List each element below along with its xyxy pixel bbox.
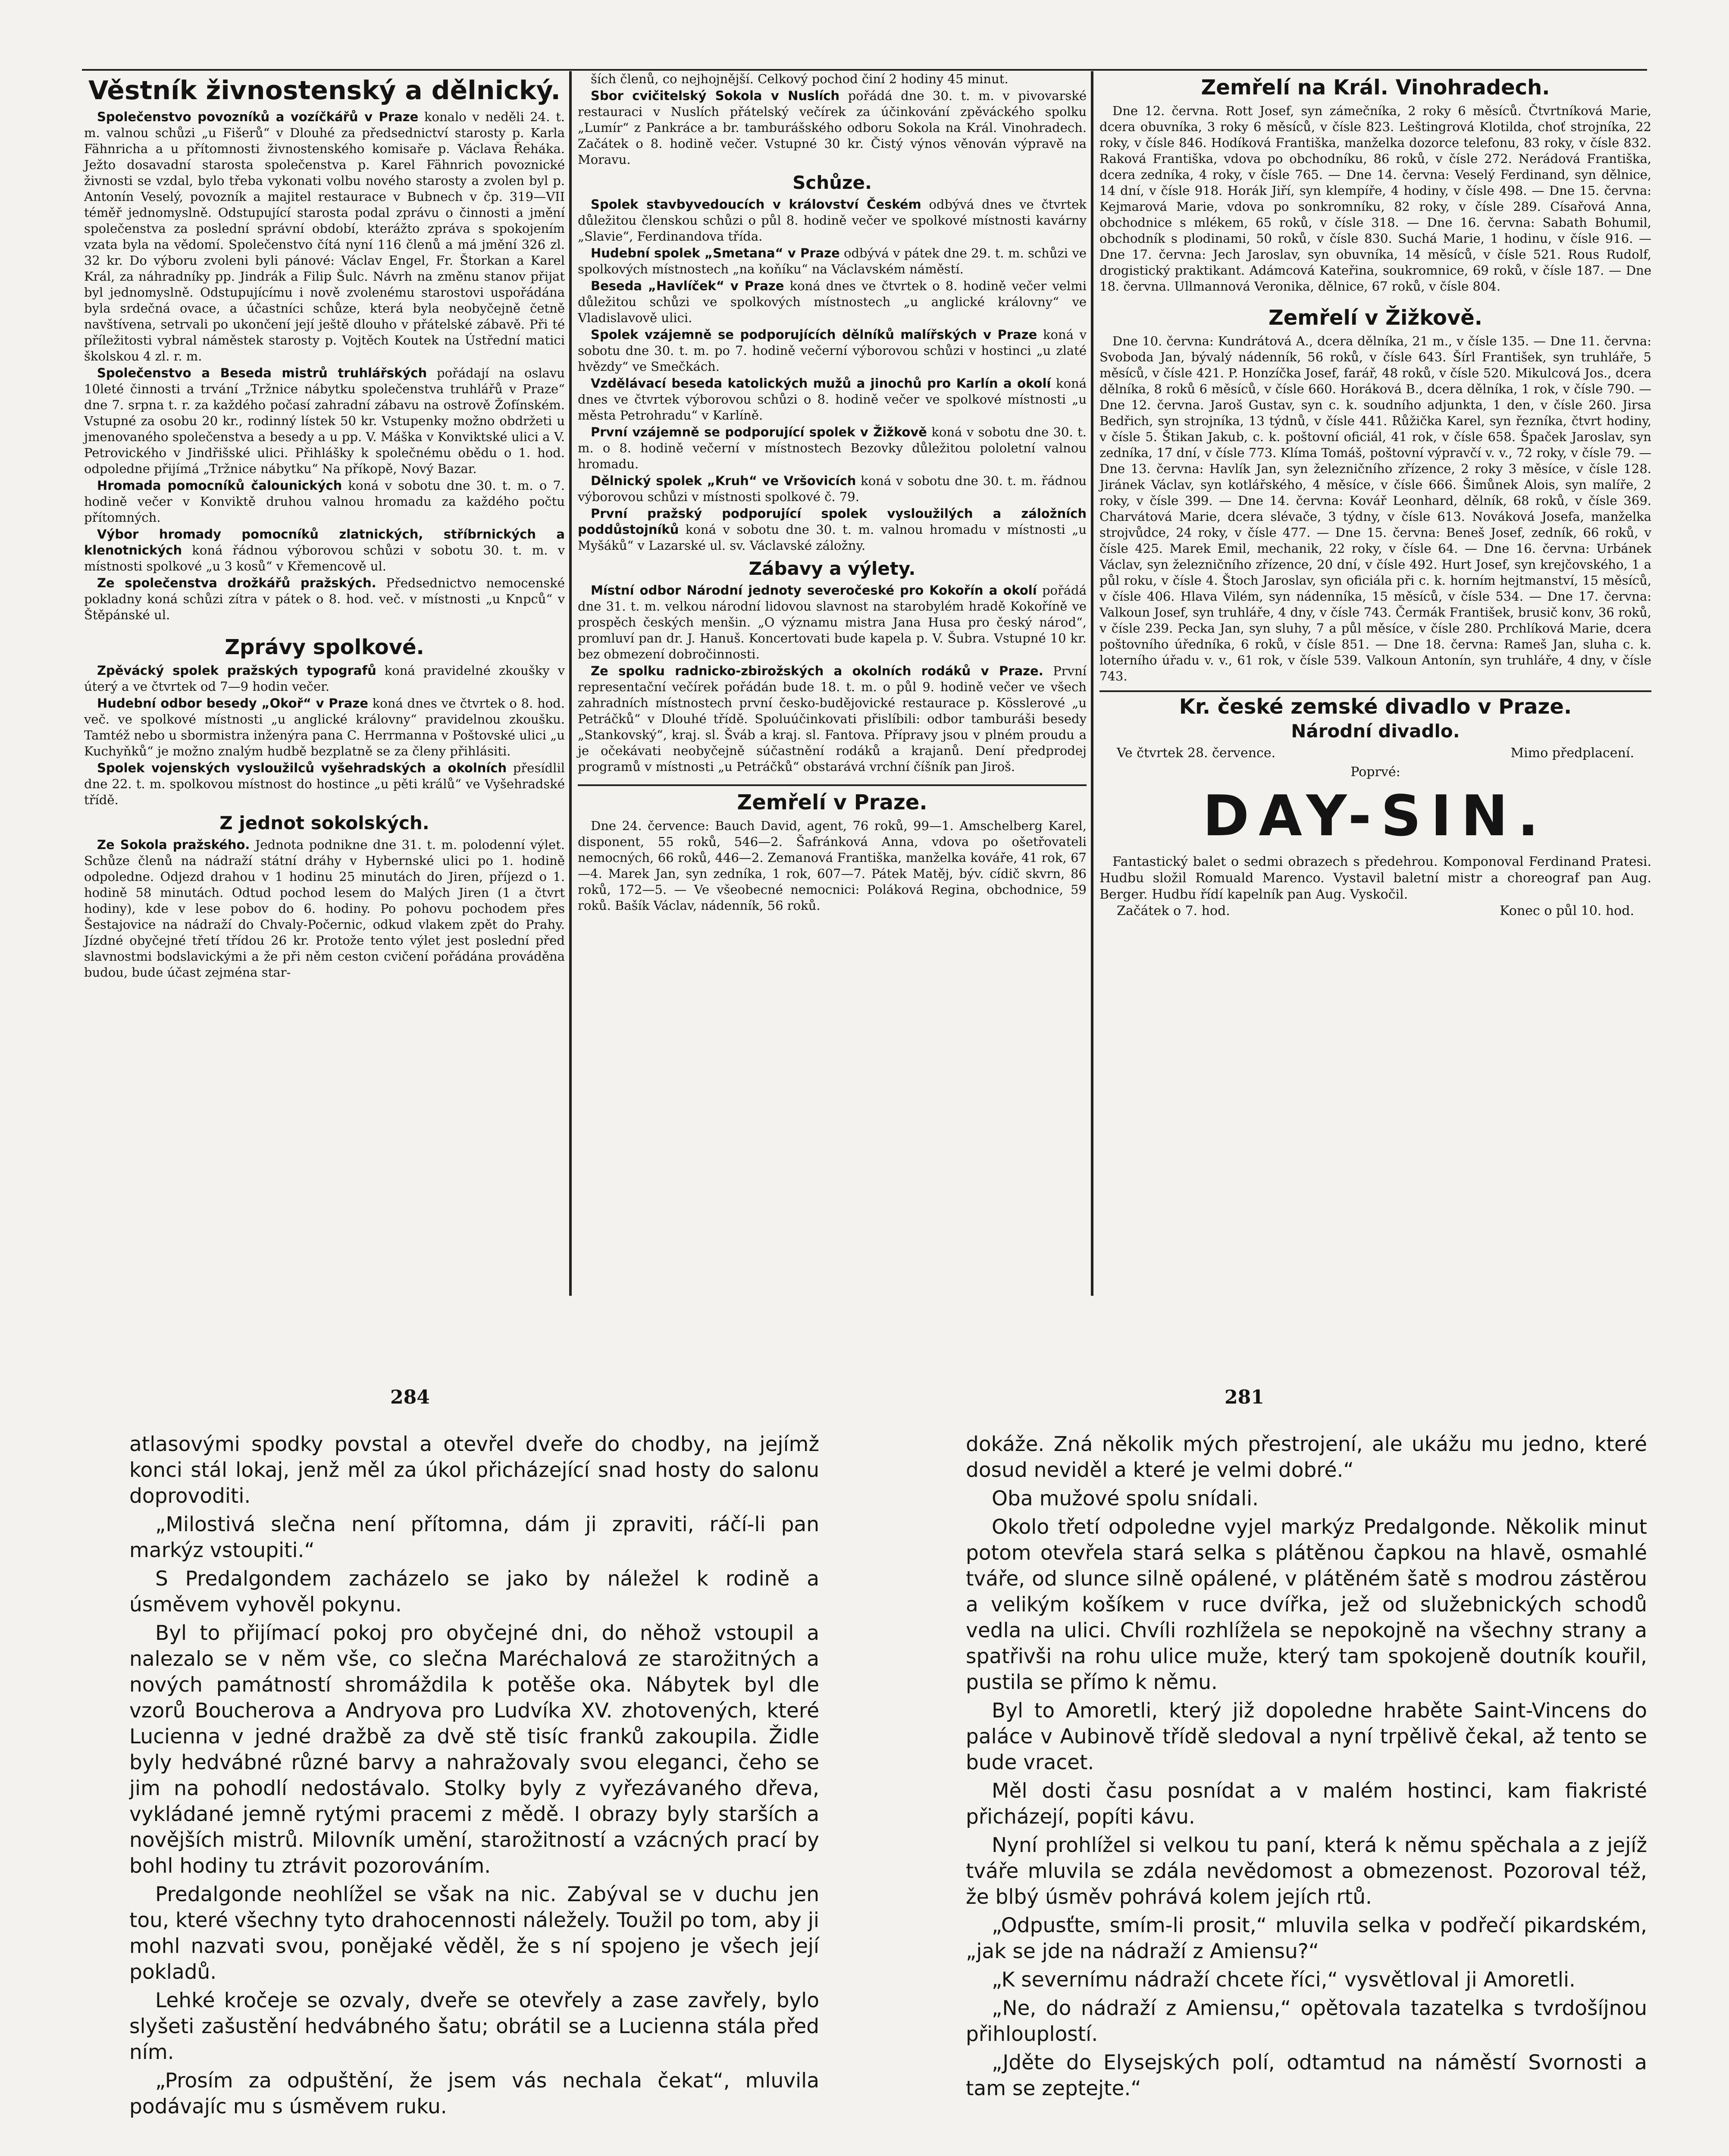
page-number-right: 281 [1225,1386,1264,1408]
upper-column-2 [578,71,1087,915]
section-title-zemreli-vinohrady: Zemřelí na Král. Vinohradech. [1201,75,1550,100]
news-block-zemreli-zizkov [1099,333,1651,684]
news-paragraph [84,478,565,526]
column-rule-2 [1091,71,1093,1296]
news-lead: Ze spolku radnicko-zbirožských a okolních rodáků v Praze. [591,664,1043,678]
theatre-times [1099,903,1651,919]
news-paragraph [578,506,1087,554]
novel-paragraph: dokáže. Zná několik mých přestrojení, ale ukážu mu jedno, které dosud neviděl a které je velmi dobré.“ [966,1432,1647,1482]
theatre-extra: Mimo předplacení. [1510,746,1634,761]
news-lead: Hromada pomocníků čalounických [97,478,342,493]
news-text: Dne 24. července: Bauch David, agent, 76 roků, 99—1. Amschelberg Karel, disponent, 55 roků, 546—2. Šafránková Anna, vdova po ošetřovateli nemocných, 66 roků, 446—2. Zemanová Františka, manželka kováře, 41 rok, 67—4. Marek Jan, syn zedníka, 1 rok, 607—7. Pátek Matěj, býv. cídič skvrn, 86 roků, 172—5. — Ve všeobecné nemocnici: Poláková Regina, obchodnice, 59 roků. Bašík Václav, nádenník, 56 roků. [578,818,1087,913]
news-paragraph [578,88,1087,168]
news-paragraph [1099,103,1651,295]
theatre-date-row [1099,745,1651,761]
news-paragraph [578,71,1087,87]
top-rule [82,69,1647,71]
news-paragraph [84,109,565,364]
news-paragraph [578,663,1087,775]
novel-text-left [129,1432,819,2120]
news-paragraph [578,424,1087,472]
news-text: pořádají na oslavu 10leté činnosti a trvání „Tržnice nábytku společenstva truhlářů v Praze“ dne 7. srpna t. r. za každého počasí zahradní zábavu na ostrově Žofínském. Vstupné za osobu 20 kr., rodinný lístek 50 kr. Vstupenky možno obdržeti u jmenovaného společenstva a besedy a u pp. V. Máška v Konviktské ulici a V. Petrovického v Jindřišské ulici. Přihlášky k společnému obědu o 1. hod. odpoledne přijímá „Tržnice nábytku“ Na příkopě, Nový Bazar. [84,366,565,476]
news-block-sokol-cont [578,71,1087,168]
news-text: konalo v neděli 24. t. m. valnou schůzi „u Fišerů“ v Dlouhé za předsednictví starosty p. Karla Fähnricha a u přítomnosti živnostenského komisaře p. Václava Řeháka. Ježto dosavadní starosta společenstva p. Karel Fähnrich povoznické živnosti se vzdal, bylo třeba vykonati volbu nového starosty a zvolen byl p. Antonín Veselý, povozník a majitel restaurace v Bubnech v čp. 319—VII téměř jednomyslně. Odstupující starosta podal zprávu o činnosti a jmění společenstva za poslední správní období, kterážto zpráva s spokojením vzata byla na vědomí. Společenstvo čítá nyní 116 členů a má jmění 326 zl. 32 kr. Do výboru zvoleni byli pánové: Václav Engel, Fr. Štorkan a Karel Král, za náhradníky pp. Jindrák a Filip Šulc. Návrh na změnu stanov přijat byl jednomyslně. Odstupujícímu i nově zvolenému starostovi uspořádána byla srdečná ovace, a účastníci schůze, která byla neobyčejně četně navštívena, setrvali po ukončení její ještě dlouho v přátelské zábavě. Při té příležitosti vybral náměstek starosty p. Vojtěch Koutek na Ústřední matici školskou 4 zl. r. m. [84,110,565,364]
novel-paragraph: Oba mužové spolu snídali. [992,1487,1259,1510]
novel-paragraph: „Milostivá slečna není přítomna, dám ji zpraviti, ráčí-li pan markýz vstoupiti.“ [129,1513,819,1562]
novel-text-right [966,1432,1647,2102]
theatre-end: Konec o půl 10. hod. [1500,903,1634,918]
news-text: Předsednictvo nemocenské pokladny koná schůzi zítra v pátek o 8. hod. več. v místnosti „u Knpců“ v Štěpánské ul. [84,576,565,622]
novel-paragraph: Predalgonde neohlížel se však na nic. Zabýval se v duchu jen tou, které všechny tyto drahocennosti náležely. Toužil po tom, aby ji mohl nazvati svou, ponějaké věděl, že s ní spojeno je všech její pokladů. [129,1883,819,1984]
novel-paragraph: Byl to přijímací pokoj pro obyčejné dni, do něhož vstoupil a nalezalo se v něm vše, co slečna Maréchalová ze starožitných a nových památností shromáždila k potěše oka. Nábytek byl dle vzorů Boucherova a Andryova pro Ludvíka XV. zhotovených, které Lucienna v jedné dražbě za dvě stě tisíc franků zakoupila. Židle byly hedvábné různé barvy a nahražovaly svou eleganci, čeho se jim na pohodlí nedostávalo. Stolky byly z vyřezávaného dřeva, vykládané jemně rytými pracemi z mědě. I obrazy byly starších a novějších mistrů. Milovník umění, starožitností a vzácných prací by bohl hodiny tu ztrávit pozorováním. [129,1621,819,1878]
news-lead: Společenstvo povozníků a vozíčkářů v Praze [97,110,419,124]
news-text: koná v sobotu dne 30. t. m. řádnou výborovou schůzi v místnosti spolkové č. 79. [578,473,1087,504]
novel-paragraph: „Prosím za odpuštění, že jsem vás nechala čekat“, mluvila podávajíc mu s úsměvem ruku. [129,2069,819,2118]
news-text: koná dnes ve čtvrtek o 8. hodině večer velmi důležitou schůzi ve spolkových místnostech „u anglické královny“ ve Vladislavově ulici. [578,279,1087,325]
news-lead: Spolek vzájemně se podporujících dělníků malířských v Praze [591,327,1037,342]
theatre-first: Poprvé: [1350,765,1400,780]
news-lead: Beseda „Havlíček“ v Praze [591,279,784,293]
news-text: První representační večírek pořádán bude 18. t. m. o půl 9. hodině večer ve všech zahradních místnostech první česko-budějovické restaurace p. Kösslerové „u Petráčků“ v Dlouhé třídě. Spoluúčinkovati přislíbili: odbor tamburáši besedy „Stankovský“, kraj. sl. Šváb a kraj. sl. Fantova. Přípravy jsou v plném proudu a je očekávati neobyčejně súčastnění rodáků a krajanů. Dení předprodej programů v místnosti „u Petráčků“ obstarává vrchní číšník pan Jiroš. [578,664,1087,774]
news-lead: Hudební spolek „Smetana“ v Praze [591,246,840,260]
news-paragraph [84,526,565,574]
novel-paragraph: Měl dosti času posnídat a v malém hostinci, kam fiakristé přicházejí, popíti kávu. [966,1779,1647,1829]
news-block-zemreli-vinohrady [1099,103,1651,295]
news-paragraph [578,197,1087,244]
section-title-zemreli-zizkov: Zemřelí v Žižkově. [1268,306,1483,330]
news-paragraph [578,278,1087,326]
news-block-schuze [578,197,1087,554]
news-paragraph [578,473,1087,505]
theatre-subtitle: Národní divadlo. [1291,721,1460,742]
news-paragraph [84,837,565,981]
news-text: koná řádnou výborovou schůzi v sobotu 30. t. m. v místnosti spolkové „u 3 kosů“ v Křemencově ul. [84,543,565,573]
news-paragraph [578,818,1087,914]
news-text: koná v sobotu dne 30. t. m. o 8. hodině večerní v místnostech Bezovky důležitou pololetní valnou hromadu. [578,425,1087,471]
news-block-zabavy [578,583,1087,775]
news-text: Jednota podnikne dne 31. t. m. polodenní výlet. Schůze členů na nádraží státní dráhy v Hybernské ulici po 1. hodině odpoledne. Odjezd drahou v 1 hodinu 25 minutách do Jiren, příjezd o 1. hodině 58 minutách. Odtud pochod lesem do Malých Jiren (1 a čtvrt hodiny), kde v lese pobov do 6. hodiny. Po pohovu pochodem přes Šestajovice na nádraží do Chvaly-Počernic, odkud vlakem zpět do Prahy. Jízdné obyčejné třetí třídou 26 kr. Protože tento výlet jest poslední před slavnostmi bodslavickými a že při něm ceston cvičení pořádána prováděna budou, bude účast zejména star- [84,837,565,980]
news-lead: Ze společenstva drožkářů pražských. [97,576,376,590]
news-text: koná v sobotu dne 30. t. m. o 7. hodině večer v Konviktě druhou valnou hromadu za každého počtu přítomných. [84,478,565,525]
theatre-title: Kr. české zemské divadlo v Praze. [1179,695,1572,719]
novel-paragraph: „Jděte do Elysejských polí, odtamtud na náměstí Svornosti a tam se zeptejte.“ [966,2051,1647,2100]
novel-paragraph: „K severnímu nádraží chcete říci,“ vysvětloval ji Amoretli. [992,1968,1576,1992]
news-paragraph [578,327,1087,375]
news-text: odbývá v pátek dne 29. t. m. schůzi ve spolkových místnostech „na koňíku“ na Václavském náměstí. [578,246,1087,276]
novel-paragraph: Nyní prohlížel si velkou tu paní, která k němu spěchala a z jejíž tváře mluvila se zdála nevědomost a obmezenost. Pozoroval též, že blbý úsměv pohrává kolem jejích rtů. [966,1833,1647,1909]
news-lead: Spolek vojenských vysloužilců vyšehradských a okolních [97,761,507,775]
news-lead: Sbor cvičitelský Sokola v Nuslích [591,88,840,103]
news-lead: Spolek stavbyvedoucích v království Českém [591,197,921,212]
novel-column-right [966,1432,1647,2104]
section-title-schuze: Schůze. [792,172,872,193]
news-paragraph [84,663,565,695]
news-lead: Místní odbor Národní jednoty severočeské pro Kokořín a okolí [591,583,1037,598]
news-text: přesídlil dne 22. t. m. spolkovou místnost do hostince „u pěti králů“ ve Vyšehradské třídě. [84,761,565,807]
news-block-vestnik [84,109,565,623]
news-lead: Výbor hromady pomocníků zlatnických, stříbrnických a klenotnických [84,527,565,558]
news-lead: Ze Sokola pražského. [97,837,250,852]
novel-paragraph: S Predalgondem zacházelo se jako by náležel k rodině a úsměvem vyhověl pokynu. [129,1567,819,1617]
section-title-zemreli-praha: Zemřelí v Praze. [737,790,927,815]
news-text: koná v sobotu dne 30. t. m. valnou hromadu v místnosti „u Myšáků“ v Lazarské ul. sv. Václavské záložny. [578,522,1087,553]
rule-before-zemreli-praha [578,784,1087,786]
section-title-vestnik: Věstník živnostenský a dělnický. [88,75,561,106]
news-lead: Vzdělávací beseda katolických mužů a jinochů pro Karlín a okolí [591,376,1051,391]
news-block-zpravy [84,663,565,808]
news-text: Dne 12. června. Rott Josef, syn zámečníka, 2 roky 6 měsíců. Čtvrtníková Marie, dcera obuvníka, 3 roky 6 měsíců, v čísle 823. Leštingrová Klotilda, choť strojníka, 22 roky, v čísle 846. Hodíková Františka, manželka dozorce telefonu, 83 roky, v čísle 832. Raková Františka, vdova po obchodníku, 86 roků, v čísle 272. Nerádová Františka, dcera zedníka, 4 roky, v čísle 765. — Dne 14. června: Veselý Ferdinand, syn dělnice, 14 dní, v čísle 918. Horák Jiří, syn klempíře, 4 hodiny, v čísle 498. — Dne 15. června: Kejmarová Marie, vdova po sonkromníku, 82 roky, v čísle 289. Císařová Anna, obchodnice s mlékem, 65 roků, v čísle 318. — Dne 16. června: Sabath Bohumil, obchodník s plodinami, 50 roků, v čísle 830. Suchá Marie, 1 hodinu, v čísle 916. — Dne 17. června: Jech Jaroslav, syn obuvníka, 14 měsíců, v čísle 521. Rous Rudolf, drogistický praktikant. Adámcová Kateřina, soukromnice, 69 roků, v čísle 187. — Dne 18. června. Ullmannová Veronika, dělnice, 67 roků, v čísle 804. [1099,103,1651,294]
theatre-description: Fantastický balet o sedmi obrazech s předehrou. Komponoval Ferdinand Pratesi. Hudbu složil Romuald Marenco. Vystavil baletní mistr a choreograf pan Aug. Berger. Hudbu řídí kapelník pan Aug. Vyskočil. [1099,854,1651,902]
upper-column-1 [84,71,565,981]
novel-paragraph: Lehké kročeje se ozvaly, dveře se otevřely a zase zavřely, bylo slyšeti zašustění hedvábného šatu; obrátil se a Lucienna stála před ním. [129,1989,819,2064]
news-lead: První pražský podporující spolek vysloužilých a záložních poddůstojníků [578,506,1087,537]
novel-column-left [129,1432,819,2122]
news-lead: Dělnický spolek „Kruh“ ve Vršovicích [591,473,856,488]
theatre-notice [1099,695,1651,919]
news-text: pořádá dne 31. t. m. velkou národní lidovou slavnost na starobylém hradě Kokoříně ve prospěch českých menšin. „O významu mistra Jana Husa pro český národ“, promluví pan dr. J. Hanuš. Koncertovati bude kapela p. V. Šubra. Vstupné 10 kr. bez obmezení dobročinnosti. [578,583,1087,661]
news-paragraph [84,365,565,477]
novel-paragraph: Okolo třetí odpoledne vyjel markýz Predalgonde. Několik minut potom otevřela stará selka s plátěnou čapkou na hlavě, osmahlé tváře, od slunce silně opálené, v plátěném šatě s modrou zástěrou a velikým košíkem v ruce dvířka, jež od služebnických schodů vedla na ulici. Chvíli rozhlížela se nepokojně na všechny strany a spatřivši na rohu ulice muže, který tam spokojeně doutník kouřil, pustila se přímo k němu. [966,1515,1647,1694]
news-paragraph [578,583,1087,662]
page-number-left: 284 [390,1386,430,1408]
section-title-zpravy: Zprávy spolkové. [225,635,424,659]
news-block-sokol [84,837,565,981]
rule-before-theatre [1099,690,1651,692]
news-text: koná v sobotu dne 30. t. m. po 7. hodině večerní výborovou schůzi v hostinci „u zlaté hvězdy“ ve Smečkách. [578,327,1087,374]
news-lead: Zpěvácký spolek pražských typografů [97,663,376,678]
novel-paragraph: atlasovými spodky povstal a otevřel dveře do chodby, na jejímž konci stál lokaj, jenž měl za úkol přicházející snad hosty do salonu doprovoditi. [129,1432,819,1508]
novel-paragraph: „Odpusťte, smím-li prosit,“ mluvila selka v podřečí pikardském, „jak se jde na nádraží z Amiensu?“ [966,1914,1647,1963]
news-text: odbývá dnes ve čtvrtek důležitou členskou schůzi o půl 8. hodině večer ve spolkové místnosti kavárny „Slavie“, Ferdinandova třída. [578,197,1087,244]
news-paragraph [1099,333,1651,684]
news-paragraph [84,760,565,808]
novel-paragraph: „Ne, do nádraží z Amiensu,“ opětovala tazatelka s tvrdošíjnou přihlouplostí. [966,1996,1647,2046]
theatre-play-name: DAY-SIN. [1203,783,1548,849]
news-paragraph [84,575,565,623]
upper-column-3 [1099,71,1651,919]
news-lead: Společenstvo a Beseda mistrů truhlářských [97,366,427,380]
theatre-start: Začátek o 7. hod. [1117,903,1230,918]
section-title-sokol: Z jednot sokolských. [219,812,429,834]
novel-paragraph: Byl to Amoretli, který již dopoledne hraběte Saint-Vincens do paláce v Aubinově třídě sledoval a nyní trpělivě čekal, až tento se bude vracet. [966,1699,1647,1774]
news-text: Dne 10. června: Kundrátová A., dcera dělníka, 21 m., v čísle 135. — Dne 11. června: Svoboda Jan, bývalý nádenník, 56 roků, v čísle 643. Šírl František, syn truhláře, 5 měsíců, v čísle 421. P. Honzíčka Josef, farář, 48 roků, v čísle 520. Mikulcová Jos., dcera dělníka, 8 roků 6 měsíců, v čísle 660. Horáková B., dcera dělníka, 1 rok, v čísle 790. — Dne 12. června. Jaroš Gustav, syn c. k. soudního adjunkta, 1 den, v čísle 260. Jirsa Bedřich, syn strojníka, 13 týdnů, v čísle 441. Růžička Karel, syn řezníka, čtvrt hodiny, v čísle 5. Štikan Jakub, c. k. poštovní oficiál, 41 rok, v čísle 658. Špaček Jaroslav, syn zedníka, 17 dní, v čísle 773. Klíma Tomáš, poštovní výpravčí v. v., 72 roky, v čísle 79. — Dne 13. června: Havlík Jan, syn železničního zřízence, 2 roky 3 měsíce, v čísle 128. Jiránek Václav, syn kotlářského, 4 měsíce, v čísle 666. Šimůnek Alois, syn malíře, 2 roky, v čísle 399. — Dne 14. června: Kovář Leonhard, dělník, 68 roků, v čísle 369. Charvátová Marie, dcera slévače, 3 týdny, v čísle 613. Nováková Josefa, manželka strojvůdce, 24 roky, v čísle 477. — Dne 15. června: Beneš Josef, zedník, 66 roků, v čísle 425. Marek Emil, mechanik, 22 roky, v čísle 64. — Dne 16. června: Urbánek Václav, syn železničního zřízence, 20 dní, v čísle 492. Hurt Josef, syn krejčovského, 1 a půl roku, v čísle 4. Štoch Jaroslav, syn oficiála při c. k. horním hejtmanství, 15 měsíců, v čísle 406. Hlava Vilém, syn nádenníka, 15 měsíců, v čísle 534. — Dne 17. června: Valkoun Josef, syn truhláře, 4 dny, v čísle 743. Čermák František, brusič konv, 36 roků, v čísle 239. Pecka Jan, syn sluhy, 7 a půl měsíce, v čísle 280. Prchlíková Marie, dcera poštovního úředníka, 6 roků, v čísle 851. — Dne 18. června: Rameš Jan, sluha c. k. loterního úřadu v. v., 61 rok, v čísle 539. Valkoun Antonín, syn truhláře, 4 dny, v čísle 743. [1099,334,1651,683]
news-text: koná dnes ve čtvrtek výborovou schůzi o 8. hodině večer ve spolkové místnosti „u města Petrohradu“ v Karlíně. [578,376,1087,423]
section-title-zabavy: Zábavy a výlety. [749,558,916,579]
news-lead: Hudební odbor besedy „Okoř“ v Praze [97,696,368,711]
news-paragraph [578,376,1087,423]
news-text: ších členů, co nejhojnější. Celkový pochod činí 2 hodiny 45 minut. [591,72,1009,86]
theatre-date: Ve čtvrtek 28. července. [1117,746,1276,761]
news-text: koná dnes ve čtvrtek o 8. hod. več. ve spolkové místnosti „u anglické královny“ pravidelnou zkoušku. Tamtéž nebo u sbormistra inženýra pana C. Herrmanna v Poštovské ulici „u Kuchyňků“ je možno znalým hudbě bezplatně se za členy přihlásiti. [84,696,565,758]
news-text: koná pravidelné zkoušky v úterý a ve čtvrtek od 7—9 hodin večer. [84,663,565,694]
news-lead: První vzájemně se podporující spolek v Žižkově [591,425,927,439]
news-paragraph [84,696,565,759]
column-rule-1 [569,71,572,1296]
news-block-zemreli-praha [578,818,1087,914]
news-text: pořádá dne 30. t. m. v pivovarské restauraci v Nuslích přátelský večírek za účinkování zpěváckého spolku „Lumír“ z Pankráce a br. tamburášského odboru Sokola na Král. Vinohradech. Začátek o 8. hodině večer. Vstupné 30 kr. Čistý výnos věnován výpravě na Moravu. [578,88,1087,167]
news-paragraph [578,245,1087,277]
